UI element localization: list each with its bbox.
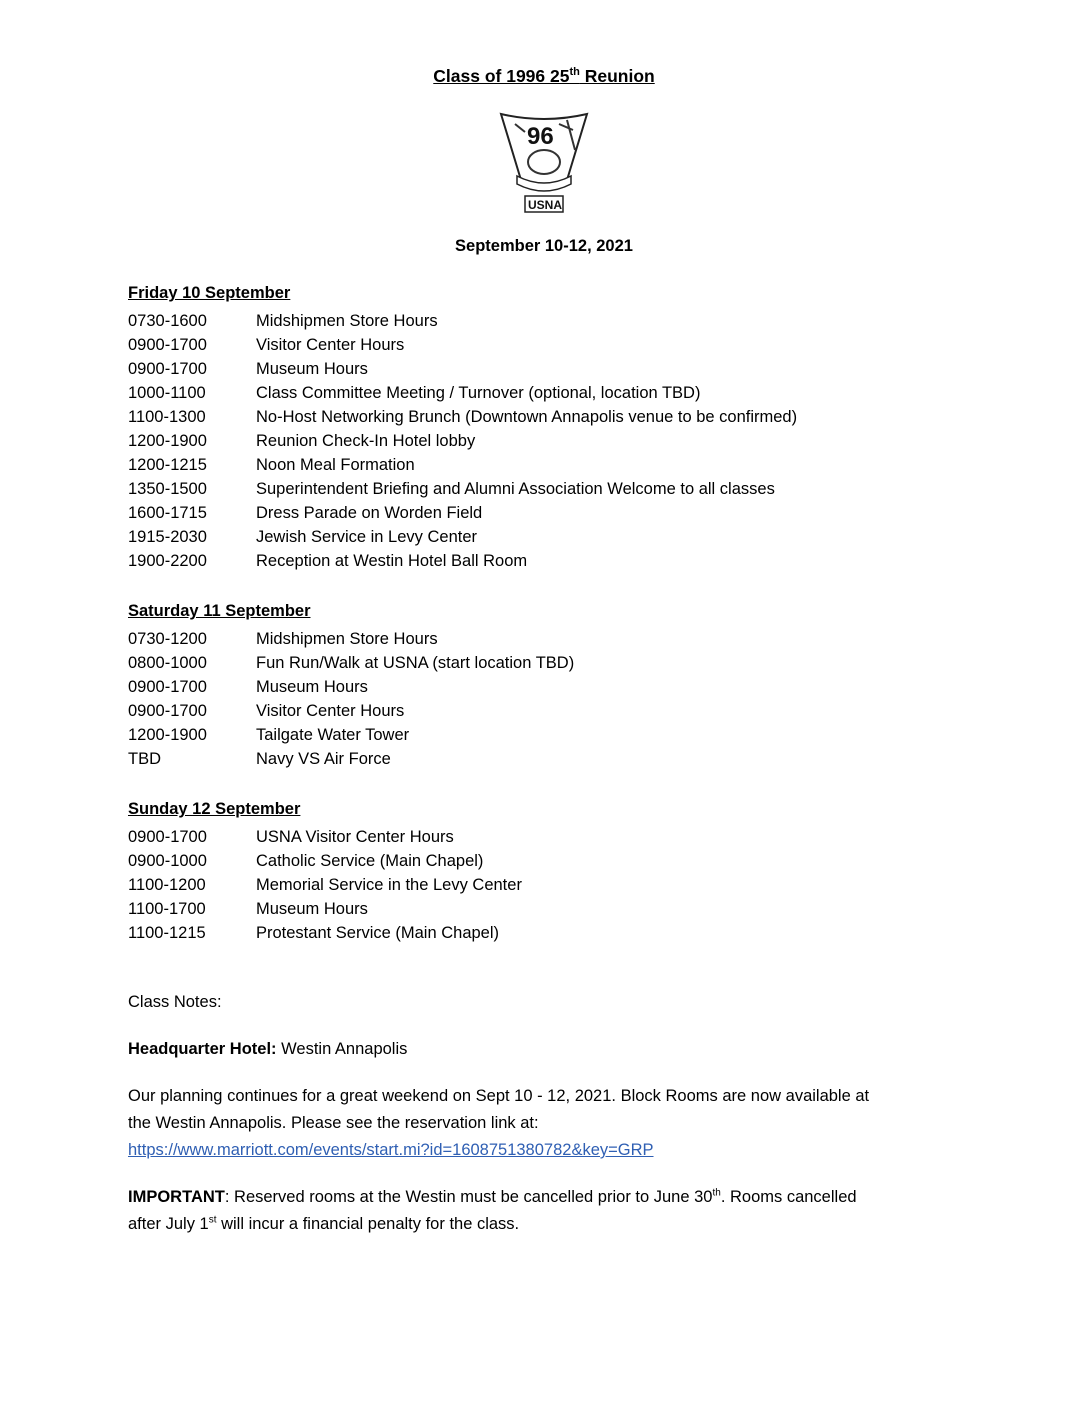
schedule-time: 0730-1600 <box>128 312 207 330</box>
day-schedule <box>128 283 797 575</box>
schedule-row <box>128 503 797 527</box>
schedule-event: Dress Parade on Worden Field <box>256 504 483 522</box>
schedule-time: 1915-2030 <box>128 528 207 546</box>
schedule-row <box>128 653 574 677</box>
schedule-row <box>128 479 797 503</box>
schedule-row <box>128 899 522 923</box>
planning-paragraph: Our planning continues for a great weekend on Sept 10 - 12, 2021. Block Rooms are now available at the Westin Annapolis. Please see the reservation link at: https://www.marriott.com/events/start.mi?id=1608751380782&key=GRP <box>128 1087 870 1159</box>
day-schedule <box>128 799 522 947</box>
schedule-event: Jewish Service in Levy Center <box>256 528 478 546</box>
schedule-time: 1100-1215 <box>128 924 206 942</box>
schedule-row <box>128 527 797 551</box>
schedule-event: Reunion Check-In Hotel lobby <box>256 432 476 450</box>
schedule-time: 1350-1500 <box>128 480 207 498</box>
reservation-link[interactable]: https://www.marriott.com/events/start.mi?id=1608751380782&key=GRP <box>128 1141 654 1159</box>
schedule-event: USNA Visitor Center Hours <box>256 828 454 846</box>
headquarter-hotel: Headquarter Hotel: Westin Annapolis <box>128 1040 408 1058</box>
schedule-row <box>128 851 522 875</box>
day-schedule <box>128 601 574 773</box>
page-title: Class of 1996 25th Reunion <box>433 66 655 86</box>
schedule-event: Visitor Center Hours <box>256 702 405 720</box>
schedule-event: Noon Meal Formation <box>256 456 415 474</box>
schedule-time: 1600-1715 <box>128 504 207 522</box>
schedule-row <box>128 677 574 701</box>
schedule-event: Catholic Service (Main Chapel) <box>256 852 484 870</box>
schedule-event: Class Committee Meeting / Turnover (optional, location TBD) <box>256 384 701 402</box>
schedule-event: Midshipmen Store Hours <box>256 630 438 648</box>
schedule-event: Fun Run/Walk at USNA (start location TBD) <box>256 654 575 672</box>
svg-text:USNA: USNA <box>528 198 563 212</box>
schedule-row <box>128 725 574 749</box>
schedule-event: Museum Hours <box>256 900 368 918</box>
schedule-time: 1100-1200 <box>128 876 206 894</box>
schedule-row <box>128 875 522 899</box>
schedule-row <box>128 359 797 383</box>
schedule-row <box>128 383 797 407</box>
schedule-event: Protestant Service (Main Chapel) <box>256 924 500 942</box>
schedule-time: 1000-1100 <box>128 384 206 402</box>
schedule-event: Museum Hours <box>256 678 368 696</box>
schedule-event: Reception at Westin Hotel Ball Room <box>256 552 528 570</box>
schedule-time: 1100-1700 <box>128 900 206 918</box>
schedule-time: 1200-1900 <box>128 432 207 450</box>
class-notes-label: Class Notes: <box>128 993 222 1011</box>
schedule-time: 0900-1700 <box>128 336 207 354</box>
schedule-row <box>128 629 574 653</box>
schedule-event: Midshipmen Store Hours <box>256 312 438 330</box>
schedule-row <box>128 749 574 773</box>
schedule-time: 0900-1700 <box>128 828 207 846</box>
schedule-event: No-Host Networking Brunch (Downtown Annapolis venue to be confirmed) <box>256 408 798 426</box>
schedule-row <box>128 701 574 725</box>
schedule-time: 0900-1700 <box>128 678 207 696</box>
day-heading: Friday 10 September <box>128 284 291 302</box>
schedule-event: Museum Hours <box>256 360 368 378</box>
schedule-row <box>128 455 797 479</box>
important-paragraph: IMPORTANT: Reserved rooms at the Westin must be cancelled prior to June 30th. Rooms cancelled after July 1st will incur a financial penalty for the class. <box>128 1187 857 1233</box>
schedule-event: Navy VS Air Force <box>256 750 391 768</box>
schedule-time: 0900-1000 <box>128 852 207 870</box>
event-dates: September 10-12, 2021 <box>455 237 633 255</box>
schedule-row <box>128 335 797 359</box>
schedule-row <box>128 923 522 947</box>
schedule-event: Visitor Center Hours <box>256 336 405 354</box>
schedule-time: TBD <box>128 750 161 768</box>
schedule-time: 0730-1200 <box>128 630 207 648</box>
svg-text:96: 96 <box>527 123 554 150</box>
day-heading: Saturday 11 September <box>128 602 311 620</box>
schedule-time: 0800-1000 <box>128 654 207 672</box>
schedule-time: 1200-1215 <box>128 456 207 474</box>
schedule-time: 1200-1900 <box>128 726 207 744</box>
schedule-event: Memorial Service in the Levy Center <box>256 876 522 894</box>
schedule-time: 1900-2200 <box>128 552 207 570</box>
schedule-time: 0900-1700 <box>128 360 207 378</box>
schedule-time: 1100-1300 <box>128 408 206 426</box>
schedule-row <box>128 431 797 455</box>
day-heading: Sunday 12 September <box>128 800 301 818</box>
schedule-event: Superintendent Briefing and Alumni Association Welcome to all classes <box>256 480 775 498</box>
schedule-row <box>128 827 522 851</box>
schedule-time: 0900-1700 <box>128 702 207 720</box>
schedule-row <box>128 311 797 335</box>
schedule-event: Tailgate Water Tower <box>256 726 410 744</box>
schedule-row <box>128 551 797 575</box>
usna-class-crest-logo <box>497 110 591 216</box>
schedule-row <box>128 407 797 431</box>
